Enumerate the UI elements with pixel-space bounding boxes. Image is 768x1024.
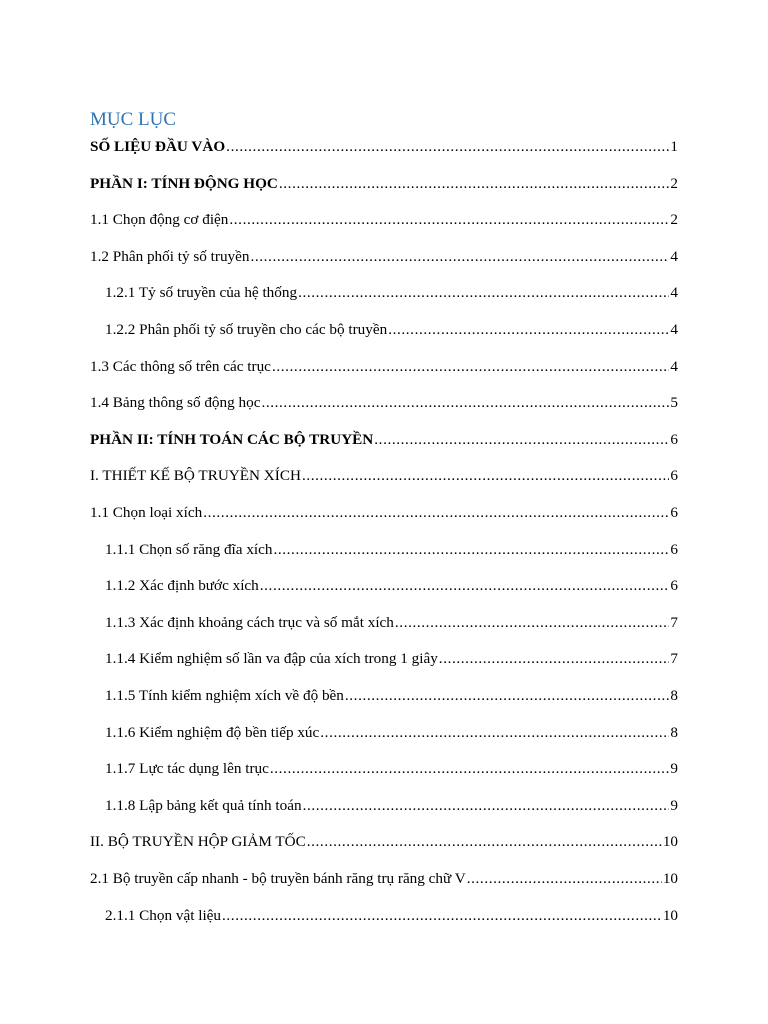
toc-entry-text: II. BỘ TRUYỀN HỘP GIẢM TỐC xyxy=(90,833,306,851)
toc-entry[interactable] xyxy=(105,613,678,633)
toc-dot-leader xyxy=(374,430,669,450)
toc-dot-leader xyxy=(272,357,669,377)
toc-dot-leader xyxy=(270,759,670,779)
toc-entry[interactable] xyxy=(105,759,678,779)
toc-dot-leader xyxy=(250,247,669,267)
toc-entry[interactable] xyxy=(105,576,678,596)
toc-entry-text: 1.3 Các thông số trên các trục xyxy=(90,357,271,375)
toc-dot-leader xyxy=(467,869,662,889)
toc-dot-leader xyxy=(229,210,669,230)
toc-entry-text: 1.2 Phân phối tỷ số truyền xyxy=(90,247,250,265)
toc-dot-leader xyxy=(203,503,669,523)
toc-entry[interactable] xyxy=(90,832,678,852)
toc-page-number: 9 xyxy=(670,760,678,778)
toc-entry-text: PHẦN I: TÍNH ĐỘNG HỌC xyxy=(90,174,278,192)
toc-entry-text: 2.1 Bộ truyền cấp nhanh - bộ truyền bánh răng trụ răng chữ V xyxy=(90,870,466,887)
toc-entry[interactable] xyxy=(90,357,678,377)
toc-page-number: 6 xyxy=(670,577,678,595)
toc-page-number: 4 xyxy=(670,284,678,302)
toc-page-number: 7 xyxy=(670,650,678,668)
toc-dot-leader xyxy=(260,576,670,596)
toc-dot-leader xyxy=(439,649,670,669)
toc-entry-text: 1.1.6 Kiểm nghiệm độ bền tiếp xúc xyxy=(105,723,320,741)
toc-entry[interactable] xyxy=(90,869,678,889)
toc-dot-leader xyxy=(273,540,669,560)
toc-dot-leader xyxy=(302,466,669,486)
toc-entry-text: 1.1.1 Chọn số răng đĩa xích xyxy=(105,540,273,558)
toc-entry-text: 1.2.1 Tỷ số truyền của hệ thống xyxy=(105,284,298,302)
toc-page-number: 9 xyxy=(670,796,678,814)
toc-entry-text: 1.1 Chọn loại xích xyxy=(90,504,203,521)
toc-entry-text: 1.1.7 Lực tác dụng lên trục xyxy=(105,760,269,778)
toc-dot-leader xyxy=(226,137,669,157)
toc-page-number: 5 xyxy=(670,394,678,412)
toc-page-number: 6 xyxy=(670,467,678,485)
toc-title: MỤC LỤC xyxy=(90,109,177,130)
toc-entry[interactable] xyxy=(105,723,678,743)
toc-page-number: 4 xyxy=(670,247,678,265)
toc-page-number: 6 xyxy=(670,430,678,448)
toc-entry-text: 2.1.1 Chọn vật liệu xyxy=(105,906,222,924)
toc-page-number: 7 xyxy=(670,613,678,631)
toc-dot-leader xyxy=(388,320,669,340)
toc-dot-leader xyxy=(307,832,662,852)
toc-dot-leader xyxy=(298,283,669,303)
toc-entry-text: 1.1.5 Tính kiểm nghiệm xích về độ bền xyxy=(105,687,344,704)
toc-dot-leader xyxy=(222,906,662,926)
toc-entry-text: 1.1.2 Xác định bước xích xyxy=(105,577,259,595)
toc-entry[interactable] xyxy=(90,137,678,157)
toc-entry[interactable] xyxy=(90,210,678,230)
toc-entry-text: 1.4 Bảng thông số động học xyxy=(90,394,261,412)
toc-entry-text: 1.1.4 Kiểm nghiệm số lần va đập của xích trong 1 giây xyxy=(105,650,438,668)
toc-entry[interactable] xyxy=(90,393,678,413)
toc-dot-leader xyxy=(261,393,669,413)
toc-entry-text: 1.1 Chọn động cơ điện xyxy=(90,211,229,229)
toc-entry-text: I. THIẾT KẾ BỘ TRUYỀN XÍCH xyxy=(90,467,301,485)
toc-entry[interactable] xyxy=(90,466,678,486)
toc-page-number: 8 xyxy=(670,687,678,704)
toc-page-number: 6 xyxy=(670,540,678,558)
toc-entry-text: 1.1.8 Lập bảng kết quả tính toán xyxy=(105,796,302,814)
toc-entry[interactable] xyxy=(105,283,678,303)
toc-entry-text: SỐ LIỆU ĐẦU VÀO xyxy=(90,138,226,155)
toc-page-number: 2 xyxy=(670,174,678,192)
toc-dot-leader xyxy=(320,723,669,743)
toc-page-number: 10 xyxy=(662,870,678,887)
toc-page-number: 1 xyxy=(670,138,678,155)
toc-entry[interactable] xyxy=(105,320,678,340)
toc-entry-text: PHẦN II: TÍNH TOÁN CÁC BỘ TRUYỀN xyxy=(90,430,374,448)
toc-entry[interactable] xyxy=(90,430,678,450)
toc-entry-text: 1.1.3 Xác định khoảng cách trục và số mắt xích xyxy=(105,613,394,631)
toc-dot-leader xyxy=(345,686,670,706)
toc-page-number: 2 xyxy=(670,211,678,229)
toc-entry[interactable] xyxy=(105,540,678,560)
toc-page-number: 4 xyxy=(670,321,678,338)
toc-entry[interactable] xyxy=(105,906,678,926)
toc-page-number: 10 xyxy=(662,906,678,924)
toc-entry[interactable] xyxy=(90,503,678,523)
toc-entry[interactable] xyxy=(105,796,678,816)
toc-entry[interactable] xyxy=(90,174,678,194)
toc-dot-leader xyxy=(395,613,670,633)
toc-entry[interactable] xyxy=(90,247,678,267)
toc-entry[interactable] xyxy=(105,686,678,706)
toc-page-number: 6 xyxy=(670,504,678,521)
toc-page-number: 8 xyxy=(670,723,678,741)
toc-entry-text: 1.2.2 Phân phối tỷ số truyền cho các bộ truyền xyxy=(105,321,388,338)
toc-page-number: 10 xyxy=(662,833,678,851)
toc-dot-leader xyxy=(303,796,670,816)
toc-entry[interactable] xyxy=(105,649,678,669)
toc-dot-leader xyxy=(279,174,670,194)
toc-page-number: 4 xyxy=(670,357,678,375)
